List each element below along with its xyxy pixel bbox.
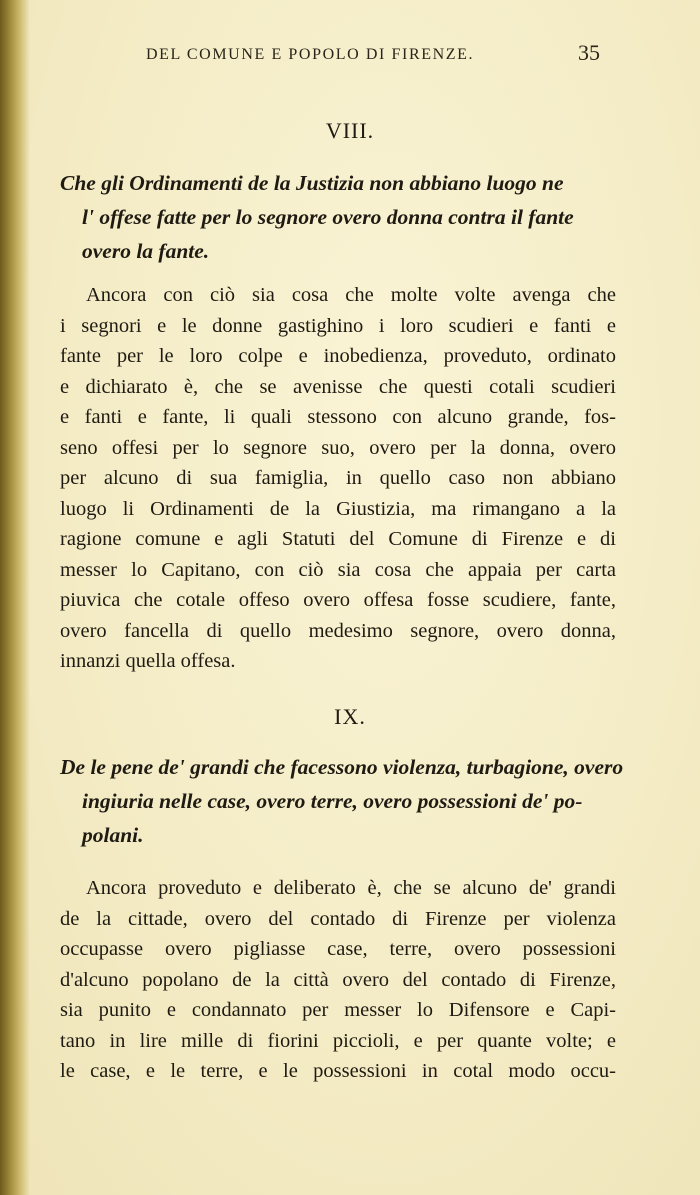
body-line: seno offesi per lo segnore suo, overo per la donna, overo — [60, 436, 616, 459]
body-line: i segnori e le donne gastighino i loro scudieri e fanti e — [60, 314, 616, 337]
body-line: messer lo Capitano, con ciò sia cosa che appaia per carta — [60, 558, 616, 581]
body-line: occupasse overo pigliasse case, terre, overo possessioni — [60, 938, 616, 960]
body-line: e dichiarato è, che se avenisse che questi cotali scudieri — [60, 375, 616, 398]
rubric-line: polani. — [82, 823, 144, 847]
section-viii-rubric — [60, 166, 616, 268]
body-line: luogo li Ordinamenti de la Giustizia, ma rimangano a la — [60, 497, 616, 520]
body-line: tano in lire mille di fiorini piccioli, e per quante volte; e — [60, 1029, 616, 1052]
body-line: Ancora con ciò sia cosa che molte volte avenga che — [86, 284, 616, 306]
body-line: d'alcuno popolano de la città overo del contado di Firenze, — [60, 968, 616, 991]
rubric-line: overo la fante. — [82, 239, 210, 263]
body-line: innanzi quella offesa. — [60, 650, 236, 672]
body-line: piuvica che cotale offeso overo offesa fosse scudiere, fante, — [60, 589, 616, 611]
page-number: 35 — [578, 40, 600, 65]
rubric-line: ingiuria nelle case, overo terre, overo possessioni de' po- — [82, 789, 583, 813]
body-line: overo fancella di quello medesimo segnore, overo donna, — [60, 619, 616, 642]
section-number-ix: IX. — [334, 704, 366, 729]
section-viii-body — [60, 280, 616, 677]
section-ix-body — [60, 873, 616, 1087]
rubric-line: De le pene de' grandi che facessono violenza, turbagione, overo — [60, 755, 624, 779]
rubric-line: Che gli Ordinamenti de la Justizia non abbiano luogo ne — [60, 171, 564, 195]
body-line: fante per le loro colpe e inobedienza, proveduto, ordinato — [60, 345, 616, 367]
body-line: Ancora proveduto e deliberato è, che se alcuno de' grandi — [86, 877, 616, 899]
body-line: per alcuno di sua famiglia, in quello caso non abbiano — [60, 467, 616, 489]
book-spine-shadow — [0, 0, 30, 1195]
body-line: e fanti e fante, li quali stessono con alcuno grande, fos- — [60, 406, 616, 428]
rubric-line: l' offese fatte per lo segnore overo donna contra il fante — [82, 205, 574, 229]
running-header: DEL COMUNE E POPOLO DI FIRENZE. — [146, 46, 475, 63]
body-line: ragione comune e agli Statuti del Comune di Firenze e di — [60, 528, 616, 550]
body-line: de la cittade, overo del contado di Firenze per violenza — [60, 907, 616, 930]
section-ix-rubric — [60, 750, 624, 852]
body-line: le case, e le terre, e le possessioni in cotal modo occu- — [60, 1060, 616, 1082]
section-number-viii: VIII. — [325, 118, 375, 143]
body-line: sia punito e condannato per messer lo Difensore e Capi- — [60, 999, 616, 1021]
